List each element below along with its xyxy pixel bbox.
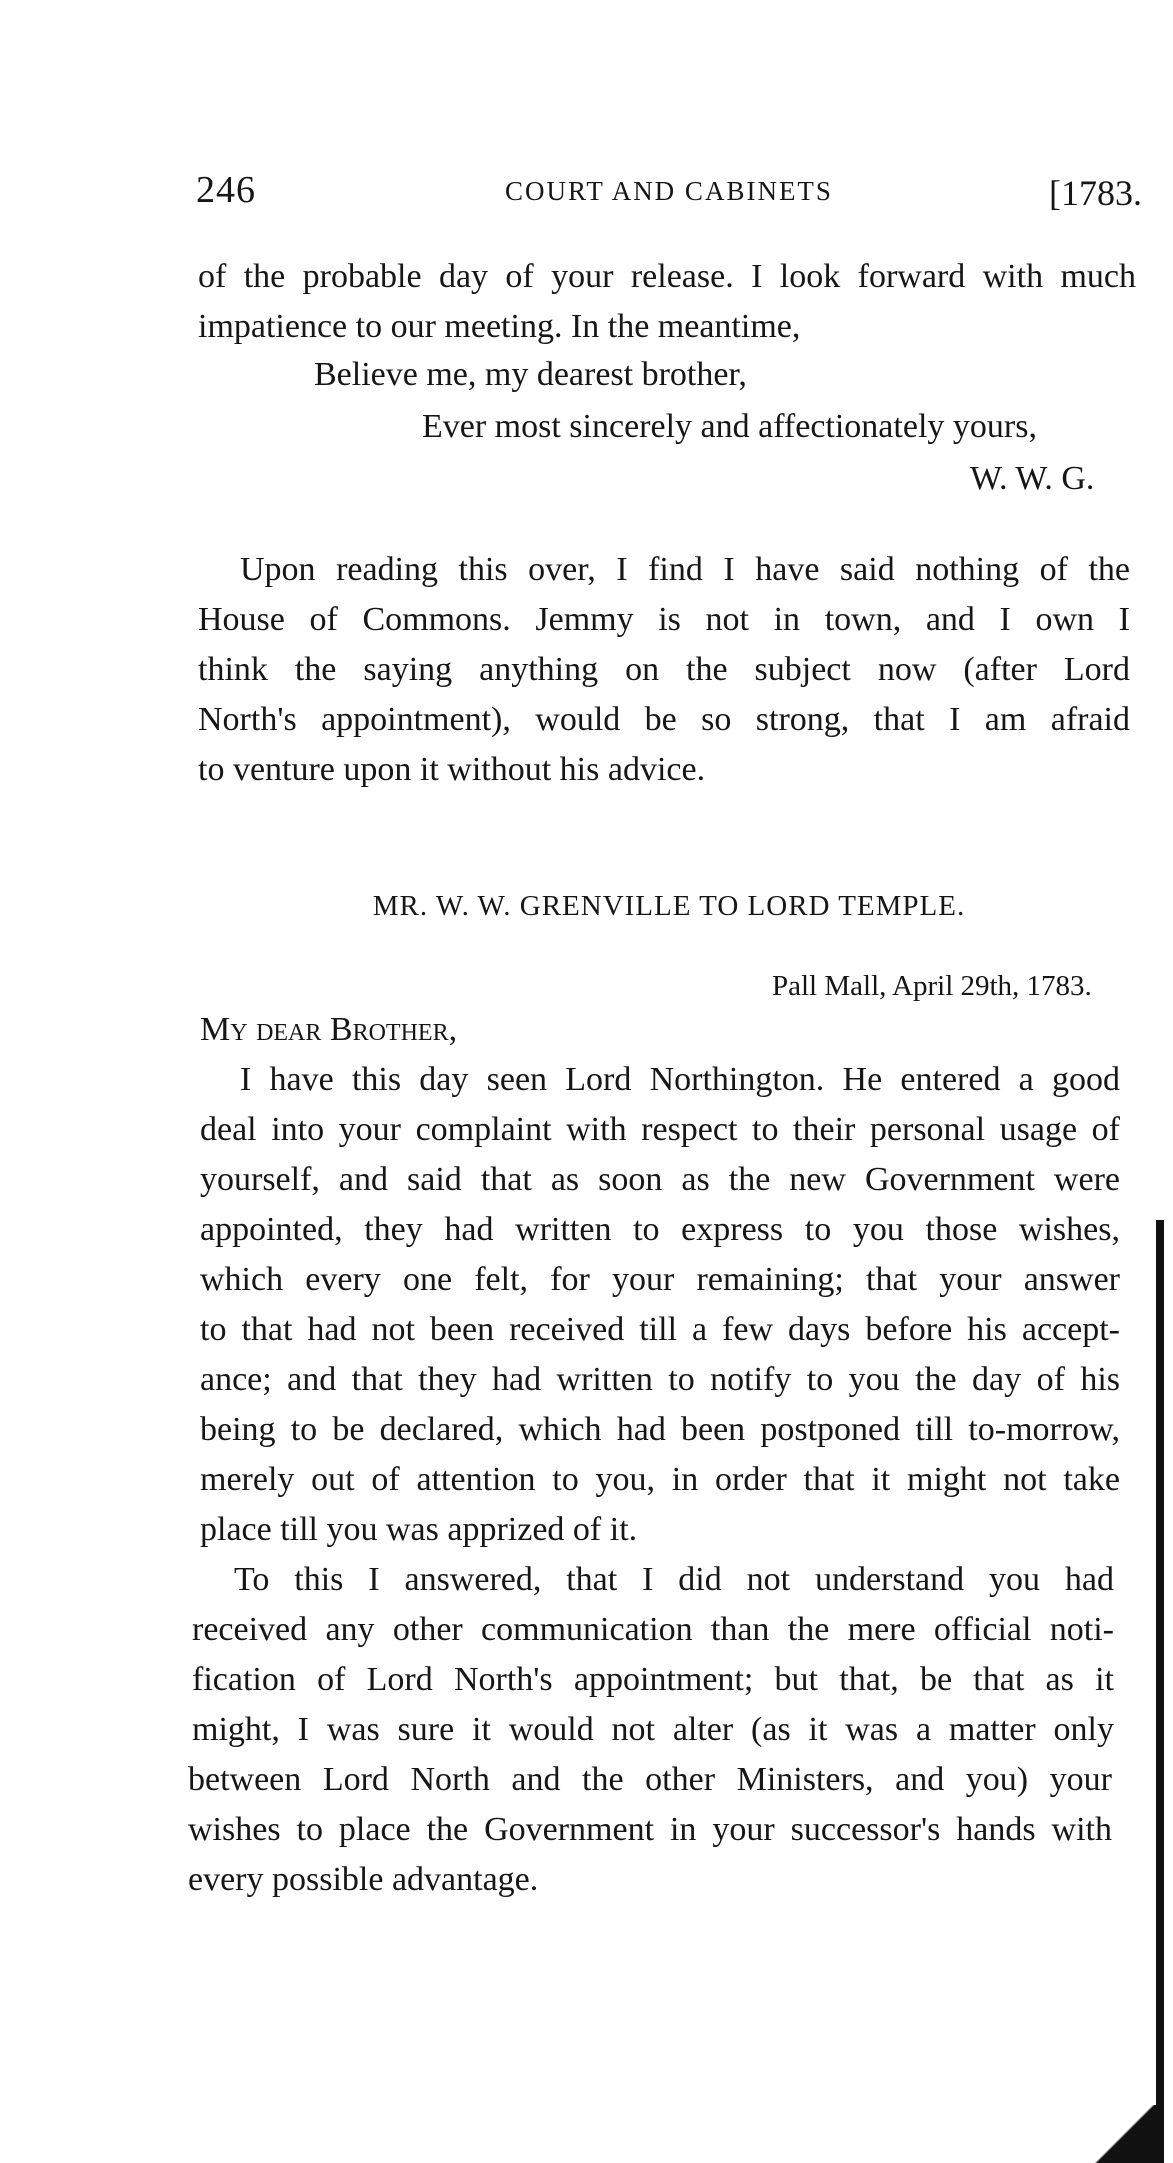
body-line: To this I answered, that I did not understand you had	[234, 1561, 1114, 1598]
page-corner-shadow	[1088, 2105, 1164, 2163]
year-mark: [1783.	[1049, 173, 1142, 213]
body-line: yourself, and said that as soon as the new Government were	[200, 1161, 1120, 1198]
page-header	[196, 168, 1142, 218]
letter-heading: MR. W. W. GRENVILLE TO LORD TEMPLE.	[372, 890, 966, 922]
postscript-line: Upon reading this over, I find I have said nothing of the	[240, 551, 1130, 588]
body-line: place till you was apprized of it.	[200, 1511, 638, 1548]
body-line: every possible advantage.	[188, 1861, 539, 1898]
body-line: merely out of attention to you, in order that it might not take	[200, 1461, 1120, 1498]
body-line: ance; and that they had written to notify to you the day of his	[200, 1361, 1120, 1398]
body-line: impatience to our meeting. In the meantime,	[198, 308, 801, 345]
closing-line: Ever most sincerely and affectionately yours,	[422, 408, 1037, 445]
body-line: which every one felt, for your remaining; that your answer	[200, 1261, 1120, 1298]
body-line: received any other communication than the mere official noti-	[192, 1611, 1114, 1648]
page-edge-shadow	[1156, 1220, 1164, 2150]
salutation: My dear Brother,	[200, 1011, 458, 1048]
signature: W. W. G.	[970, 460, 1095, 497]
body-line: of the probable day of your release. I look forward with much	[198, 258, 1136, 295]
body-line: to that had not been received till a few days before his accept-	[200, 1311, 1120, 1348]
postscript-line: House of Commons. Jemmy is not in town, and I own I	[198, 601, 1130, 638]
dateline: Pall Mall, April 29th, 1783.	[772, 970, 1092, 1002]
postscript-line: to venture upon it without his advice.	[198, 751, 706, 788]
body-line: appointed, they had written to express to you those wishes,	[200, 1211, 1120, 1248]
postscript-line: think the saying anything on the subject now (after Lord	[198, 651, 1130, 688]
body-line: wishes to place the Government in your successor's hands with	[188, 1811, 1112, 1848]
postscript-line: North's appointment), would be so strong, that I am afraid	[198, 701, 1130, 738]
running-title: COURT AND CABINETS	[505, 176, 833, 206]
page-number: 246	[196, 169, 256, 211]
body-line: fication of Lord North's appointment; but that, be that as it	[192, 1661, 1114, 1698]
body-line: between Lord North and the other Ministers, and you) your	[188, 1761, 1112, 1798]
body-line: I have this day seen Lord Northington. He entered a good	[240, 1061, 1120, 1098]
closing-salutation: Believe me, my dearest brother,	[314, 356, 747, 393]
body-line: deal into your complaint with respect to their personal usage of	[200, 1111, 1120, 1148]
body-line: might, I was sure it would not alter (as it was a matter only	[192, 1711, 1114, 1748]
body-line: being to be declared, which had been postponed till to-morrow,	[200, 1411, 1120, 1448]
